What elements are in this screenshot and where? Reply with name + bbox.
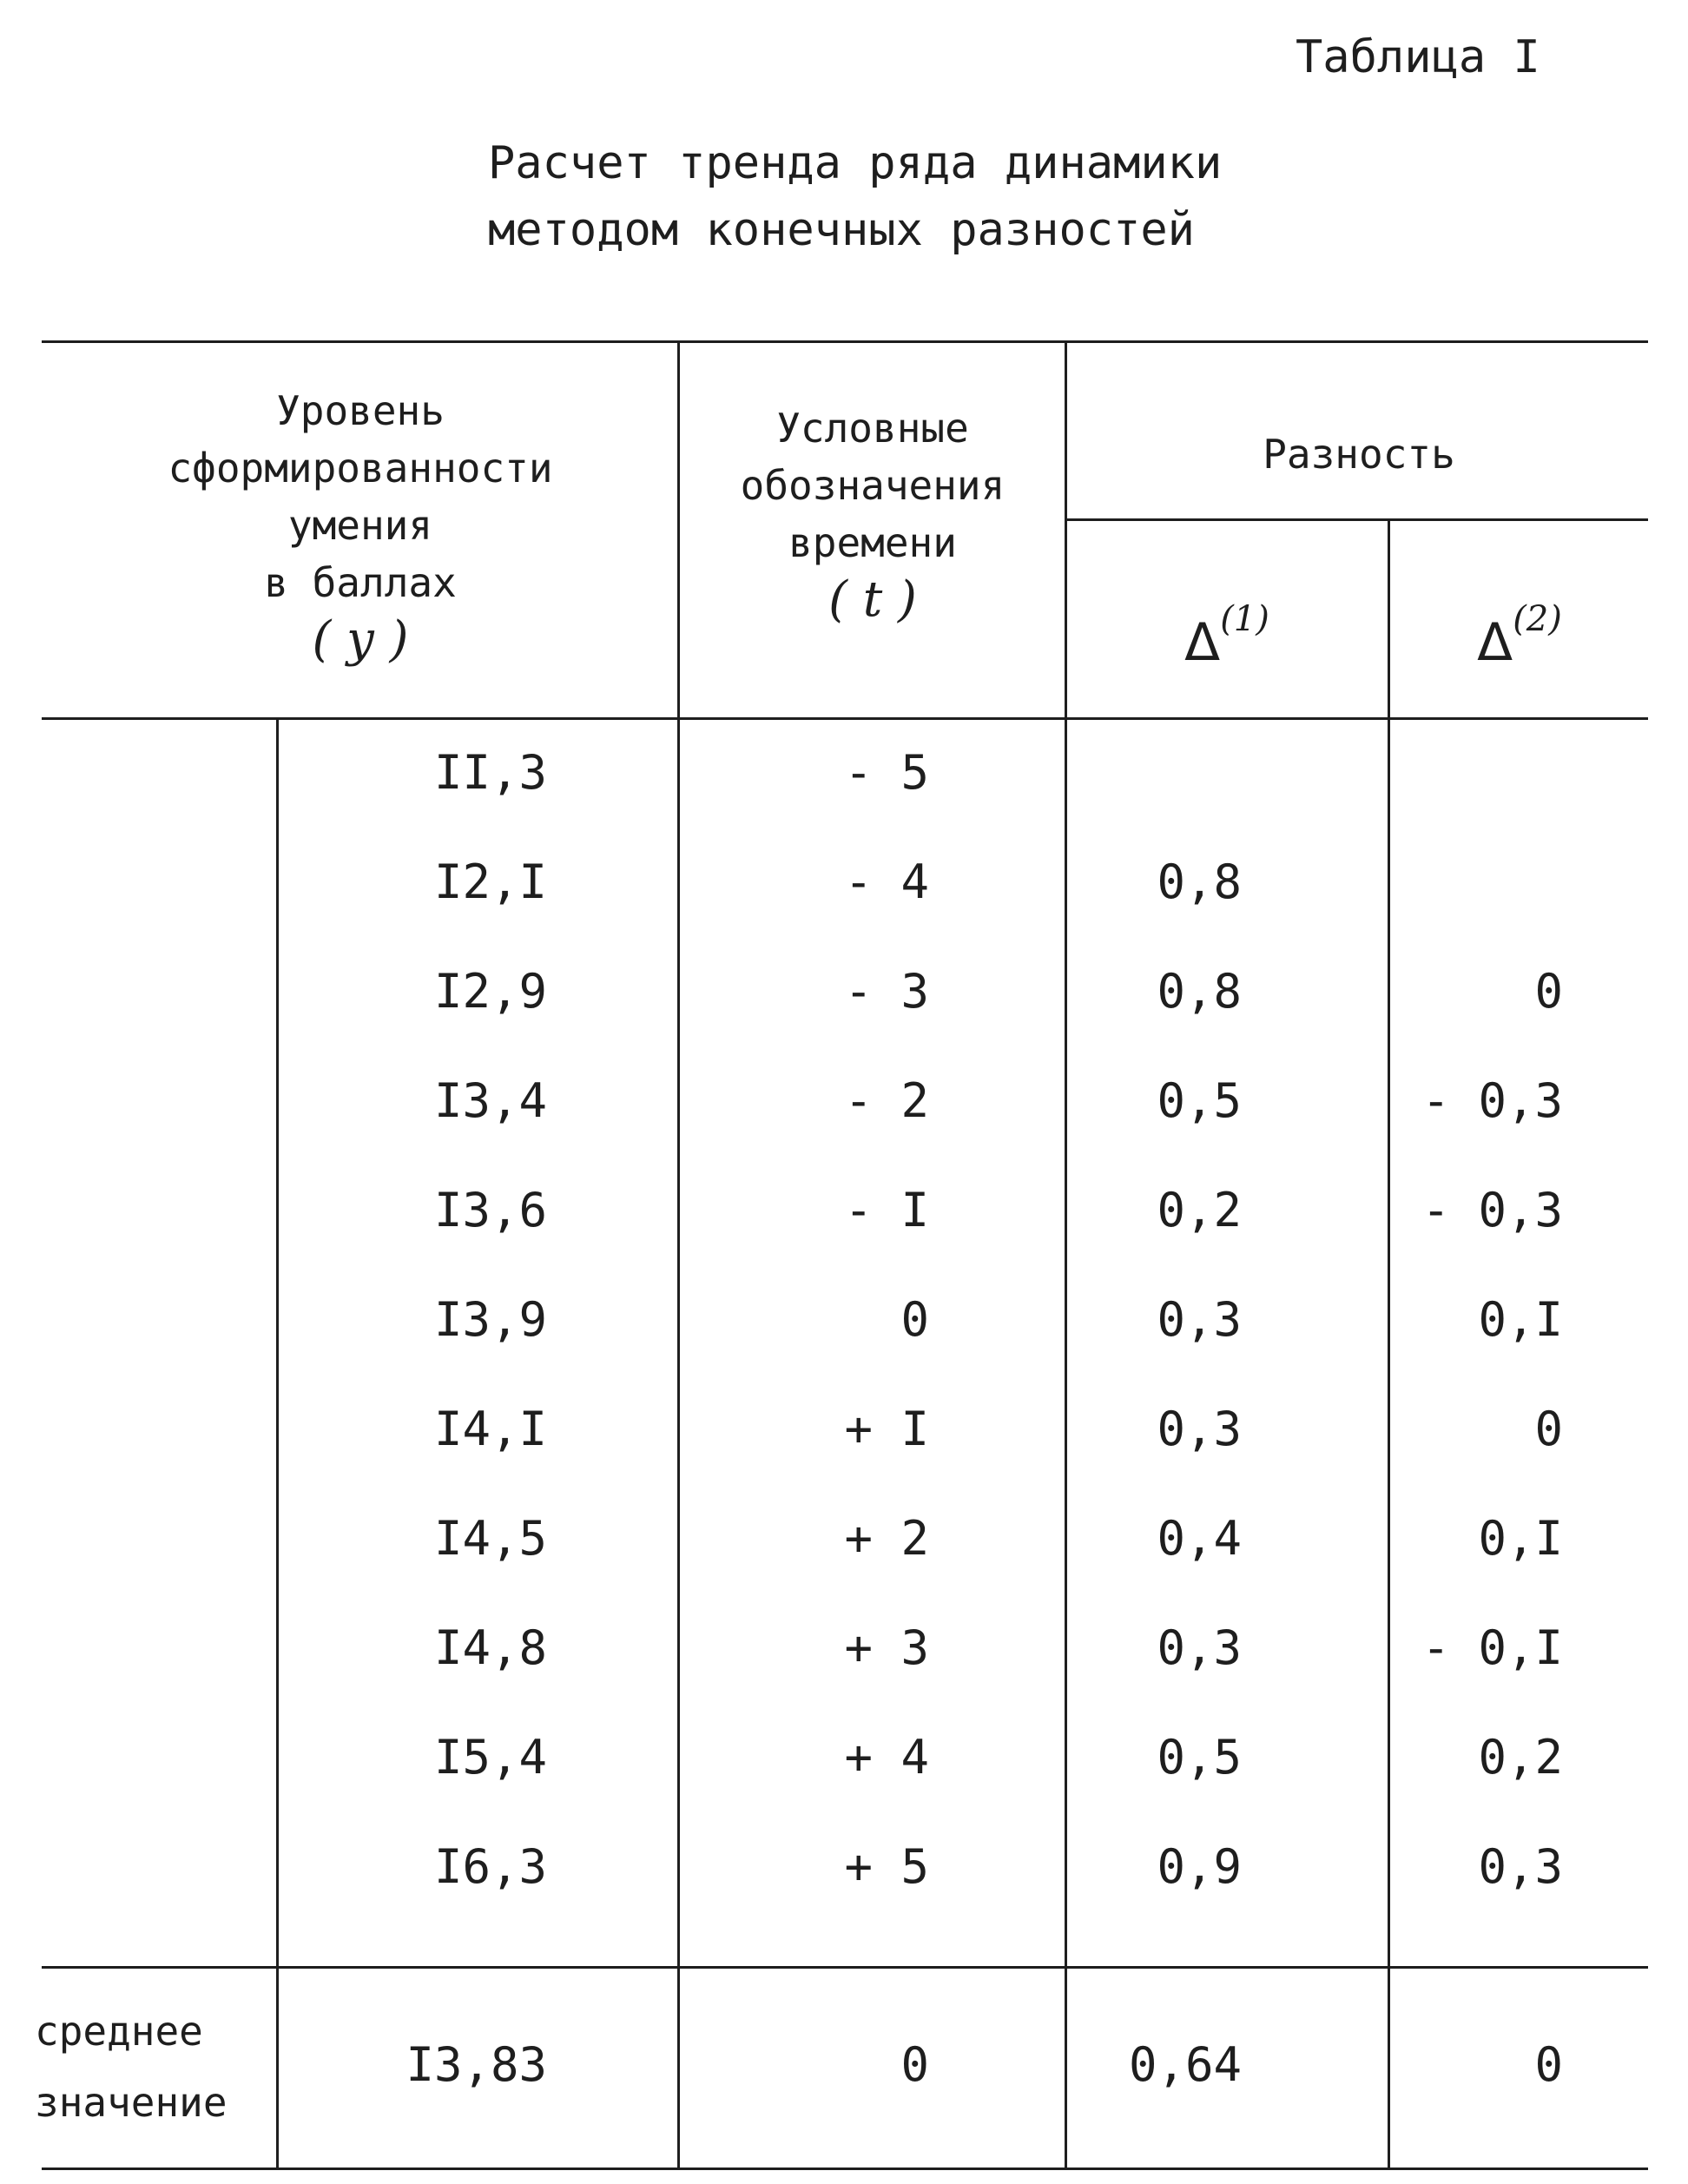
cell-y: I5,4 (433, 1730, 547, 1785)
table-caption: Таблица I (1296, 31, 1540, 83)
cell-d2: 0,3 (1478, 1839, 1563, 1894)
table-top-rule (42, 340, 1648, 343)
cell-d1: 0,8 (1157, 854, 1242, 909)
footer-label: среднее значение (35, 2008, 227, 2126)
cell-d2: 0,I (1478, 1292, 1563, 1347)
cell-y: I3,6 (433, 1183, 547, 1237)
cell-d2: 0 (1534, 1402, 1563, 1456)
symbol-t: ( t ) (828, 571, 917, 628)
cell-t: + 5 (844, 1839, 929, 1894)
cell-t: + 3 (844, 1620, 929, 1675)
symbol-y: ( y ) (312, 611, 409, 668)
group-rule (1066, 518, 1648, 521)
table-title-line-1: Расчет тренда ряда динамики (488, 137, 1223, 189)
cell-d1: 0,5 (1157, 1730, 1242, 1785)
cell-t: - 5 (844, 745, 929, 800)
table-bottom-rule (42, 2168, 1648, 2170)
cell-d2: - 0,I (1421, 1620, 1563, 1675)
cell-y: I4,8 (433, 1620, 547, 1675)
cell-d1: 0,2 (1157, 1183, 1242, 1237)
header-level: Уровень сформированности умения в баллах ( y ) (52, 382, 669, 669)
cell-t: - 3 (844, 964, 929, 1019)
cell-d2: - 0,3 (1421, 1073, 1563, 1128)
header-difference: Разность (1263, 431, 1455, 478)
cell-d2: 0 (1534, 964, 1563, 1019)
cell-d1: 0,5 (1157, 1073, 1242, 1128)
label-divider (276, 717, 279, 2168)
footer-mean-d1: 0,64 (1128, 2037, 1242, 2092)
footer-mean-t: 0 (900, 2037, 929, 2092)
cell-d1: 0,9 (1157, 1839, 1242, 1894)
cell-y: I6,3 (433, 1839, 547, 1894)
cell-t: + I (844, 1402, 929, 1456)
cell-d2: - 0,3 (1421, 1183, 1563, 1237)
cell-t: - I (844, 1183, 929, 1237)
cell-y: I4,5 (433, 1511, 547, 1566)
header-bottom-rule (42, 717, 1648, 720)
cell-y: I3,4 (433, 1073, 547, 1128)
cell-y: I2,9 (433, 964, 547, 1019)
cell-d1: 0,3 (1157, 1292, 1242, 1347)
cell-y: II,3 (433, 745, 547, 800)
cell-t: - 4 (844, 854, 929, 909)
header-delta-2: Δ(2) (1477, 599, 1562, 673)
cell-t: - 2 (844, 1073, 929, 1128)
cell-t: + 4 (844, 1730, 929, 1785)
col-divider-2 (1065, 340, 1067, 2168)
cell-y: I3,9 (433, 1292, 547, 1347)
cell-d1: 0,8 (1157, 964, 1242, 1019)
cell-d1: 0,4 (1157, 1511, 1242, 1566)
cell-t: 0 (900, 1292, 929, 1347)
footer-mean-d2: 0 (1534, 2037, 1563, 2092)
cell-d2: 0,2 (1478, 1730, 1563, 1785)
cell-t: + 2 (844, 1511, 929, 1566)
header-delta-1: Δ(1) (1184, 599, 1269, 673)
delta-symbol: Δ (1184, 612, 1221, 673)
cell-d1: 0,3 (1157, 1620, 1242, 1675)
cell-y: I4,I (433, 1402, 547, 1456)
delta-symbol: Δ (1477, 612, 1513, 673)
header-time: Условные обозначения времени ( t ) (686, 399, 1059, 629)
table-title-line-2: методом конечных разностей (488, 204, 1195, 256)
footer-mean-y: I3,83 (406, 2037, 547, 2092)
col-divider-1 (677, 340, 680, 2168)
footer-top-rule (42, 1966, 1648, 1969)
cell-d1: 0,3 (1157, 1402, 1242, 1456)
cell-d2: 0,I (1478, 1511, 1563, 1566)
cell-y: I2,I (433, 854, 547, 909)
